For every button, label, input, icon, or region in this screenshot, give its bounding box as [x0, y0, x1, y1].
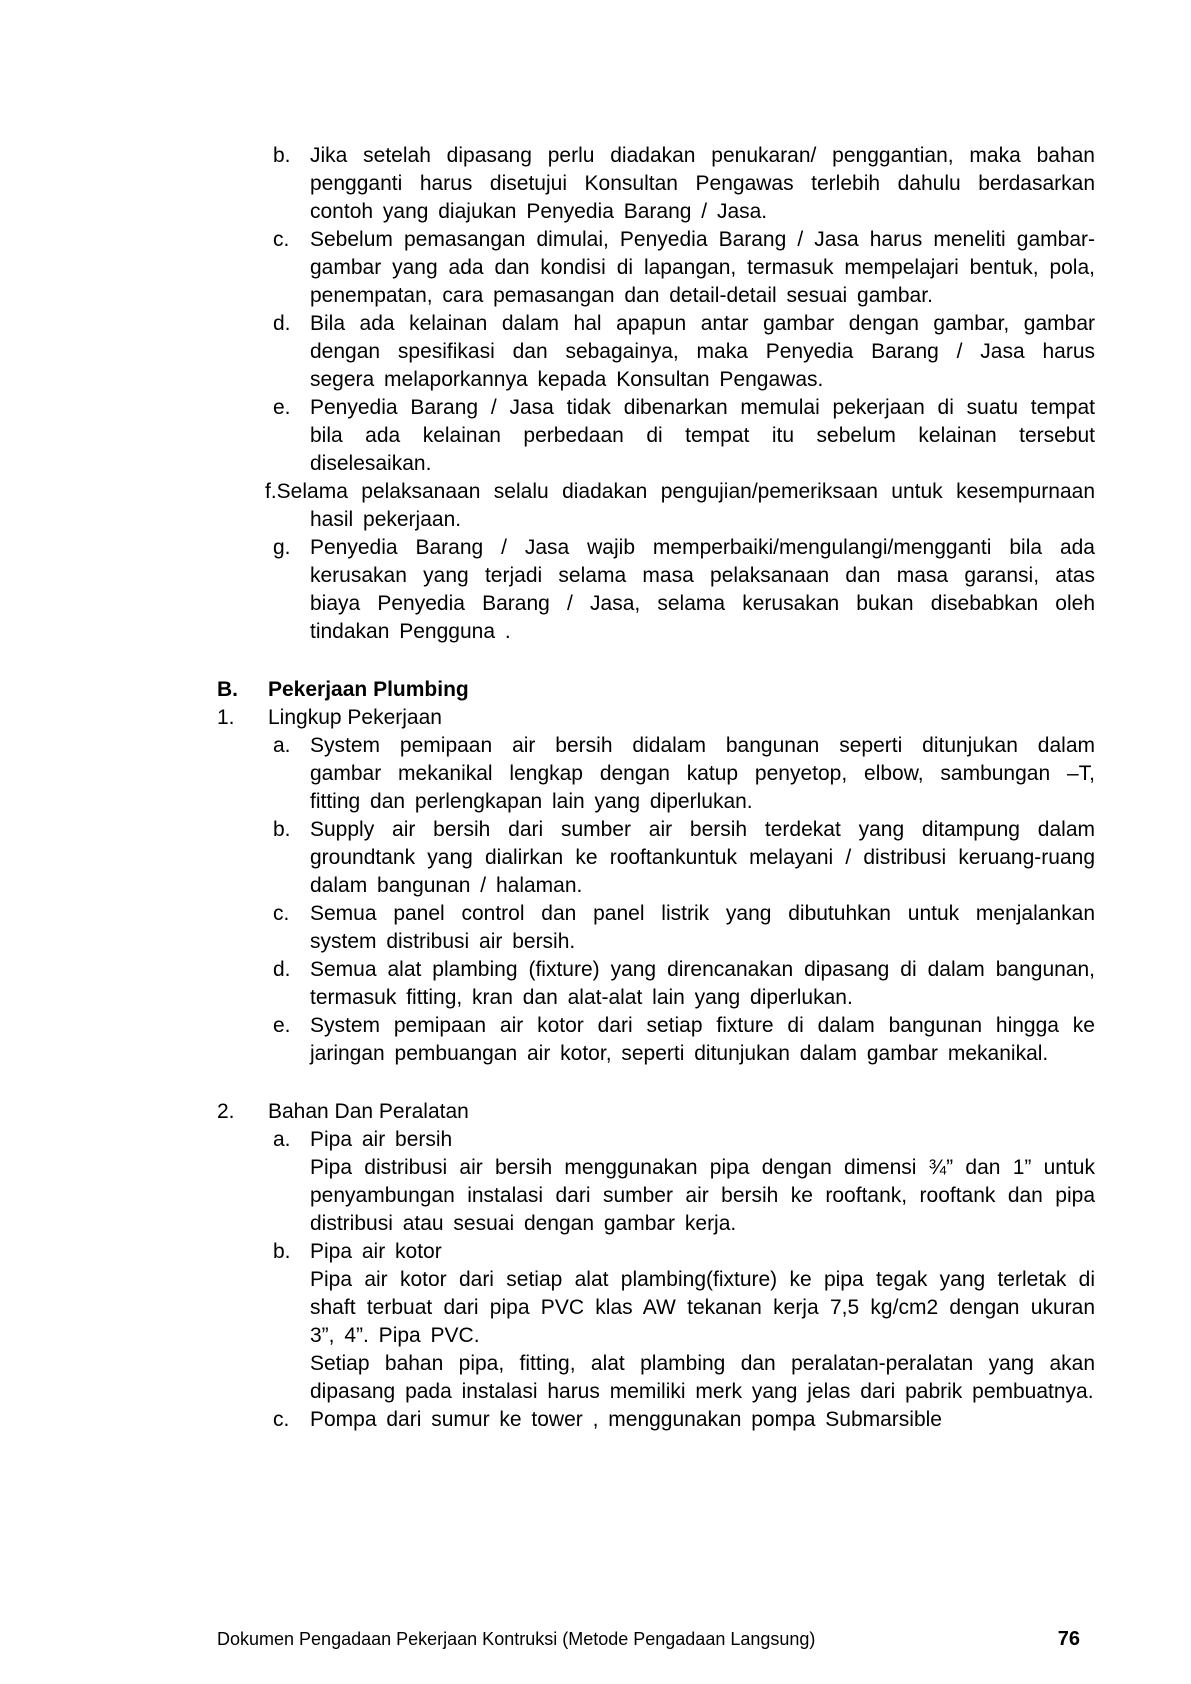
- list-item-text: Sebelum pemasangan dimulai, Penyedia Barang / Jasa harus meneliti gambar-gambar yang ada dan kondisi di lapangan, termasuk mempelajari bentuk, pola, penempatan, cara pemasangan dan detail-detail sesuai gambar.: [310, 228, 1095, 307]
- section-heading-b: [217, 676, 1095, 704]
- subsection-title: Bahan Dan Peralatan: [268, 1100, 469, 1123]
- sub2-item-b-title: [273, 1238, 1095, 1266]
- footer-document-title: Dokumen Pengadaan Pekerjaan Kontruksi (Metode Pengadaan Langsung): [217, 1629, 816, 1649]
- list-item-text: Semua alat plambing (fixture) yang direncanakan dipasang di dalam bangunan, termasuk fitting, kran dan alat-alat lain yang diperlukan.: [310, 958, 1095, 1009]
- sub2-item-c: [273, 1406, 1095, 1434]
- list-item-text: Semua panel control dan panel listrik yang dibutuhkan untuk menjalankan system distribusi air bersih.: [310, 902, 1095, 953]
- sub1-item-e: [273, 1012, 1095, 1068]
- list-item-label: a.: [273, 734, 291, 757]
- sub1-item-c: [273, 900, 1095, 956]
- list-item-text: Supply air bersih dari sumber air bersih terdekat yang ditampung dalam groundtank yang dialirkan ke rooftankuntuk melayani / distribusi keruang-ruang dalam bangunan / halaman.: [310, 818, 1095, 897]
- list-item-label: d.: [273, 312, 291, 335]
- page-content: [0, 142, 1095, 1434]
- sub2-item-b-paragraph-1: Pipa air kotor dari setiap alat plambing(fixture) ke pipa tegak yang terletak di shaft terbuat dari pipa PVC klas AW tekanan kerja 7,5 kg/cm2 dengan ukuran 3”, 4”. Pipa PVC.: [310, 1268, 1095, 1347]
- list-item-label: c.: [273, 228, 290, 251]
- section-label: B.: [217, 678, 238, 701]
- list-item-title: Pipa air kotor: [310, 1240, 442, 1263]
- list-item-label: b.: [273, 818, 291, 841]
- section-spacer: [0, 1068, 1095, 1098]
- page-footer: [217, 1628, 1080, 1650]
- list-item-label: b.: [273, 144, 291, 167]
- subsection-1-heading: [217, 704, 1095, 732]
- list-item-c: [273, 226, 1095, 310]
- list-item-title: Pipa air bersih: [310, 1128, 453, 1151]
- sub1-item-b: [273, 816, 1095, 900]
- list-item-e: [273, 394, 1095, 478]
- list-item-b: [273, 142, 1095, 226]
- list-item-label: f.: [265, 480, 277, 503]
- list-item-text: Bila ada kelainan dalam hal apapun antar gambar dengan gambar, gambar dengan spesifikasi dan sebagainya, maka Penyedia Barang / Jasa harus segera melaporkannya kepada Konsultan Pengawas.: [310, 312, 1095, 391]
- subsection-title: Lingkup Pekerjaan: [268, 706, 442, 729]
- list-item-label: g.: [273, 536, 291, 559]
- list-item-text: Penyedia Barang / Jasa tidak dibenarkan memulai pekerjaan di suatu tempat bila ada kelainan perbedaan di tempat itu sebelum kelainan tersebut diselesaikan.: [310, 396, 1095, 475]
- list-item-text: System pemipaan air kotor dari setiap fixture di dalam bangunan hingga ke jaringan pembuangan air kotor, seperti ditunjukan dalam gambar mekanikal.: [310, 1014, 1095, 1065]
- list-item-f: [265, 478, 1095, 534]
- sub2-item-b-paragraph-2: Setiap bahan pipa, fitting, alat plambing dan peralatan-peralatan yang akan dipasang pada instalasi harus memiliki merk yang jelas dari pabrik pembuatnya.: [310, 1352, 1095, 1403]
- footer-page-number: 76: [1057, 1628, 1080, 1650]
- list-item-label: e.: [273, 1014, 291, 1037]
- sub1-item-a: [273, 732, 1095, 816]
- sub2-item-a-title: [273, 1126, 1095, 1154]
- subsection-2-heading: [217, 1098, 1095, 1126]
- list-item-text: Jika setelah dipasang perlu diadakan penukaran/ penggantian, maka bahan pengganti harus disetujui Konsultan Pengawas terlebih dahulu berdasarkan contoh yang diajukan Penyedia Barang / Jasa.: [310, 144, 1095, 223]
- subsection-label: 1.: [217, 706, 235, 729]
- sub1-item-d: [273, 956, 1095, 1012]
- section-spacer: [0, 646, 1095, 676]
- list-item-text: Penyedia Barang / Jasa wajib memperbaiki/mengulangi/mengganti bila ada kerusakan yang terjadi selama masa pelaksanaan dan masa garansi, atas biaya Penyedia Barang / Jasa, selama kerusakan bukan disebabkan oleh tindakan Pengguna .: [310, 536, 1095, 643]
- list-item-label: c.: [273, 1408, 290, 1431]
- list-item-d: [273, 310, 1095, 394]
- list-item-text: Pompa dari sumur ke tower , menggunakan pompa Submarsible: [310, 1408, 942, 1431]
- list-item-label: e.: [273, 396, 291, 419]
- section-title: Pekerjaan Plumbing: [268, 678, 469, 701]
- list-item-label: a.: [273, 1128, 291, 1151]
- subsection-label: 2.: [217, 1100, 235, 1123]
- list-item-label: b.: [273, 1240, 291, 1263]
- list-item-label: c.: [273, 902, 290, 925]
- sub2-item-a-paragraph: Pipa distribusi air bersih menggunakan pipa dengan dimensi ¾” dan 1” untuk penyambungan instalasi dari sumber air bersih ke rooftank, rooftank dan pipa distribusi atau sesuai dengan gambar kerja.: [310, 1156, 1095, 1235]
- list-item-g: [273, 534, 1095, 646]
- list-item-label: d.: [273, 958, 291, 981]
- list-item-text: System pemipaan air bersih didalam bangunan seperti ditunjukan dalam gambar mekanikal lengkap dengan katup penyetop, elbow, sambungan –T, fitting dan perlengkapan lain yang diperlukan.: [310, 734, 1095, 813]
- list-item-text: Selama pelaksanaan selalu diadakan pengujian/pemeriksaan untuk kesempurnaan hasil pekerjaan.: [276, 480, 1095, 531]
